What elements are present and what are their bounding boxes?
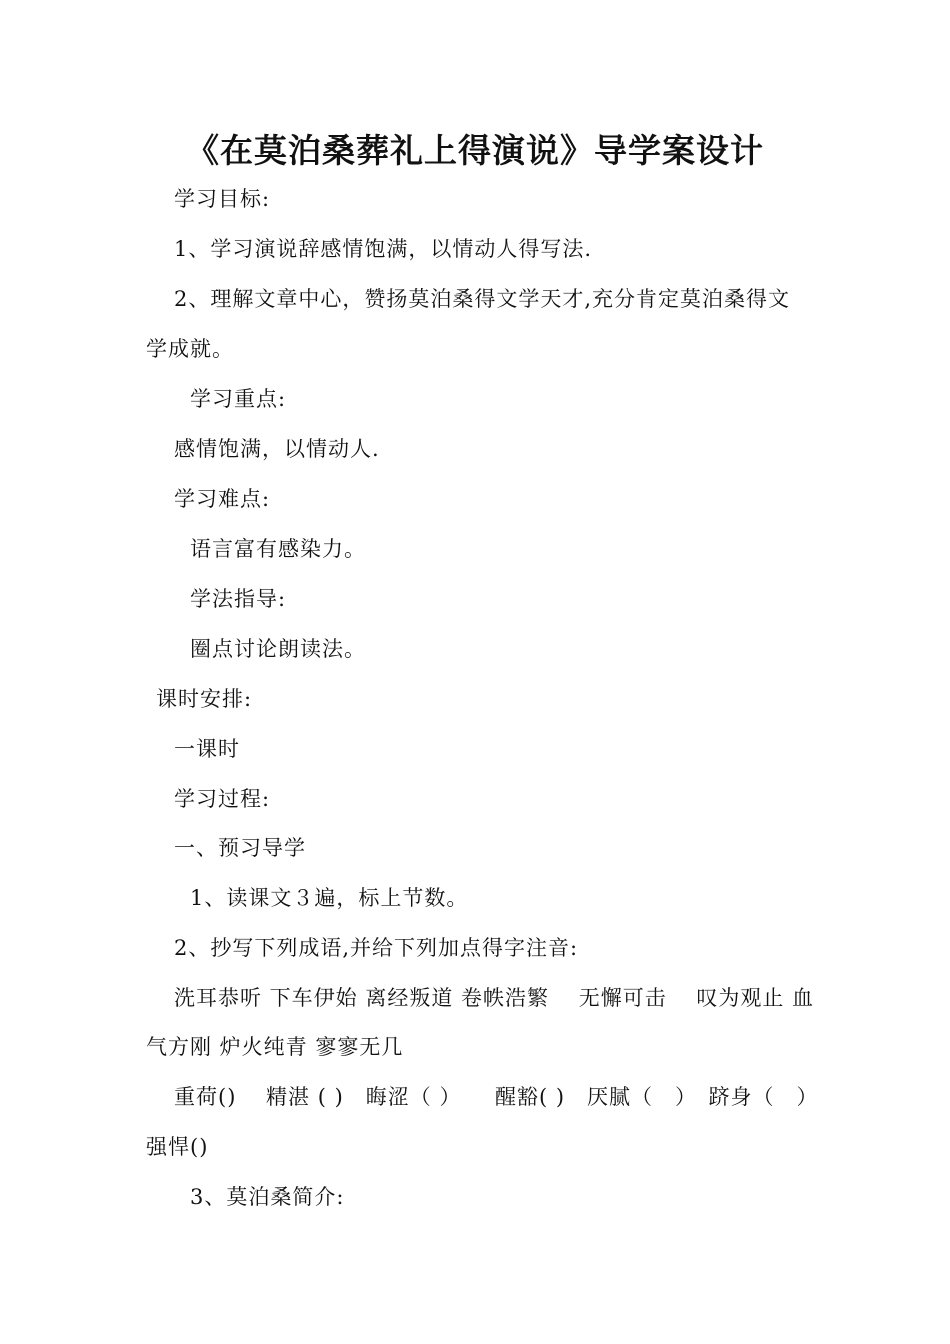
text-line: 语言富有感染力。 [190,537,366,561]
document-title: 《在莫泊桑葬礼上得演说》导学案设计 [186,131,764,170]
text-line: 2、抄写下列成语,并给下列加点得字注音: [174,936,579,960]
text-line: 学习重点: [190,387,287,411]
text-line: 一课时 [174,737,240,761]
text-line: 3、莫泊桑简介: [190,1185,345,1209]
text-line: 课时安排: [156,687,253,711]
text-line: 感情饱满，以情动人. [174,437,380,461]
text-line: 学法指导: [190,587,287,611]
text-line: 学习目标: [174,187,271,211]
text-line: 一、预习导学 [174,836,306,860]
text-line: 1、读课文３遍，标上节数。 [190,886,469,910]
text-line: 学成就。 [146,337,234,361]
text-line: 2、理解文章中心，赞扬莫泊桑得文学天才,充分肯定莫泊桑得文 [174,287,791,311]
text-line: 圈点讨论朗读法。 [190,637,366,661]
text-line: 1、学习演说辞感情饱满，以情动人得写法. [174,237,593,261]
text-line: 学习过程: [174,787,271,811]
text-line: 重荷() 精湛 ( ) 晦涩（ ） 醒豁( ) 厌腻（ ） 跻身（ ） [174,1085,819,1109]
text-line: 气方刚 炉火纯青 寥寥无几 [146,1035,404,1059]
text-line: 强悍() [146,1135,209,1159]
text-line: 洗耳恭听 下车伊始 离经叛道 卷帙浩繁 无懈可击 叹为观止 血 [174,986,815,1010]
text-line: 学习难点: [174,487,271,511]
